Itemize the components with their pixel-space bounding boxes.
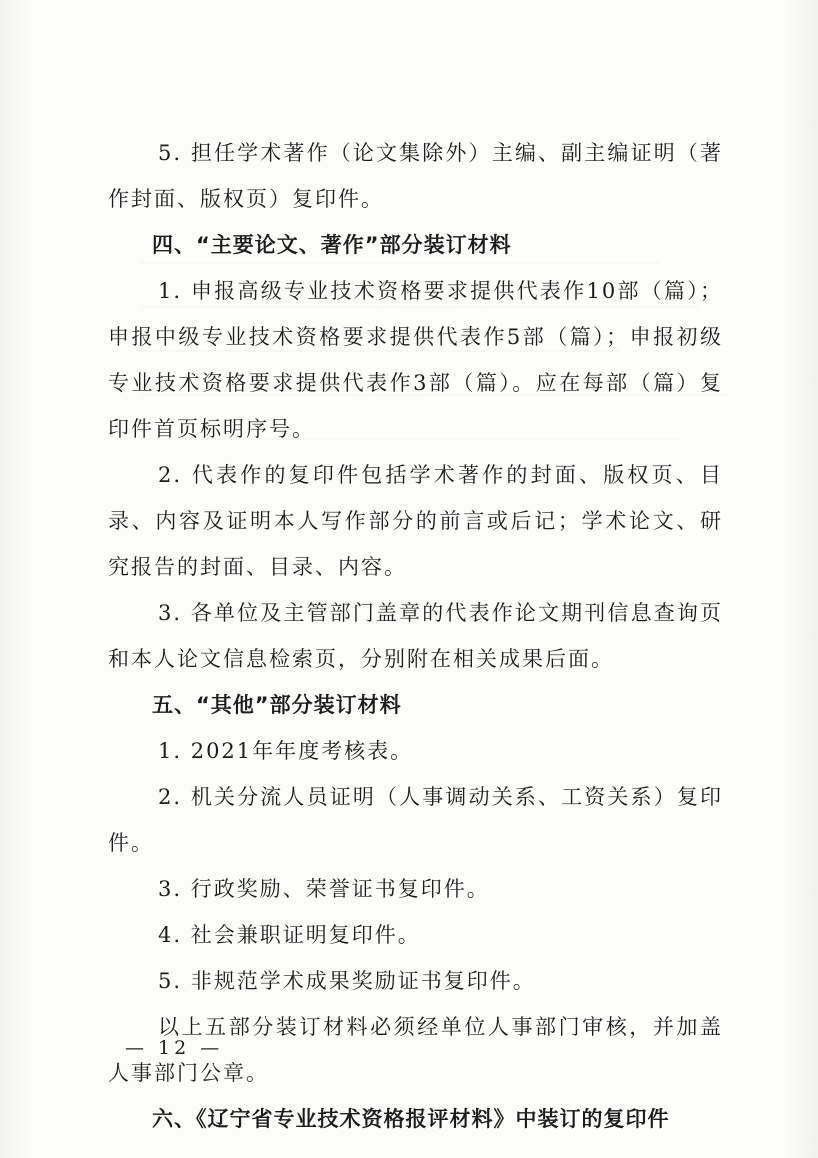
page-number: — 12 — xyxy=(125,1037,224,1059)
section-5-item-5: 5. 非规范学术成果奖励证书复印件。 xyxy=(158,969,536,993)
section-5-item-3: 3. 行政奖励、荣誉证书复印件。 xyxy=(158,877,490,901)
section-6-heading: 六、《辽宁省专业技术资格报评材料》中装订的复印件 xyxy=(152,1107,670,1131)
section-5-item-4: 4. 社会兼职证明复印件。 xyxy=(158,923,421,947)
section-5-item-2: 2. 机关分流人员证明（人事调动关系、工资关系）复印件。 xyxy=(108,785,723,855)
section-5-heading: 五、“其他”部分装订材料 xyxy=(152,693,402,717)
section-4-item-2: 2. 代表作的复印件包括学术著作的封面、版权页、目录、内容及证明本人写作部分的前言或后记；学术论文、研究报告的封面、目录、内容。 xyxy=(108,463,723,579)
document-body xyxy=(108,130,723,1142)
section-4-heading: 四、“主要论文、著作”部分装订材料 xyxy=(152,233,512,257)
summary-paragraph: 以上五部分装订材料必须经单位人事部门审核，并加盖人事部门公章。 xyxy=(108,1015,723,1085)
item-5-chief-editor-proof: 5. 担任学术著作（论文集除外）主编、副主编证明（著作封面、版权页）复印件。 xyxy=(108,141,723,211)
section-4-item-3: 3. 各单位及主管部门盖章的代表作论文期刊信息查询页和本人论文信息检索页，分别附在相关成果后面。 xyxy=(108,601,723,671)
section-4-item-1: 1. 申报高级专业技术资格要求提供代表作10部（篇）；申报中级专业技术资格要求提供代表作5部（篇）；申报初级专业技术资格要求提供代表作3部（篇）。应在每部（篇）复印件首页标明序号。 xyxy=(108,279,723,441)
section-5-item-1: 1. 2021年年度考核表。 xyxy=(158,739,414,763)
